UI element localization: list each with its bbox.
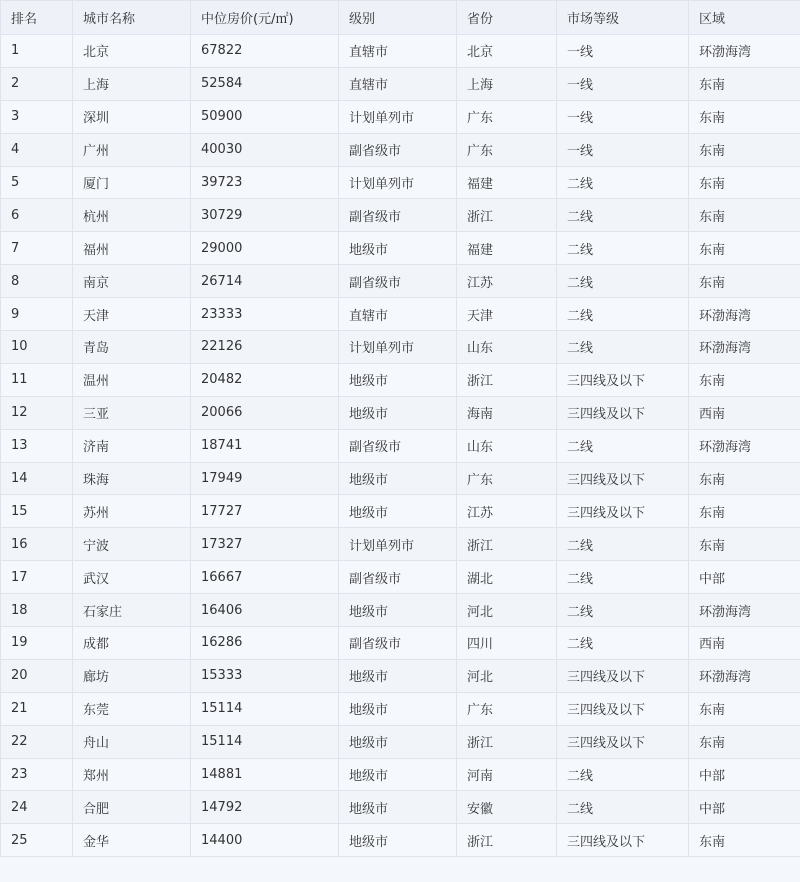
cell-region: 东南 (689, 495, 800, 528)
cell-region: 东南 (689, 166, 800, 199)
cell-city-name: 天津 (73, 298, 191, 331)
cell-province: 浙江 (457, 824, 557, 857)
cell-level: 地级市 (339, 462, 457, 495)
cell-city-name: 武汉 (73, 561, 191, 594)
cell-region: 西南 (689, 627, 800, 660)
column-header-rank: 排名 (1, 1, 73, 35)
cell-city-name: 青岛 (73, 331, 191, 364)
cell-rank: 6 (1, 199, 73, 232)
cell-rank: 11 (1, 363, 73, 396)
table-row (1, 166, 800, 199)
cell-market-tier: 二线 (557, 199, 689, 232)
table-row (1, 232, 800, 265)
cell-rank: 16 (1, 528, 73, 561)
cell-median-price: 15333 (191, 659, 339, 692)
cell-province: 四川 (457, 627, 557, 660)
cell-city-name: 福州 (73, 232, 191, 265)
table-row (1, 528, 800, 561)
cell-province: 上海 (457, 67, 557, 100)
cell-region: 环渤海湾 (689, 659, 800, 692)
cell-province: 海南 (457, 396, 557, 429)
cell-median-price: 22126 (191, 331, 339, 364)
cell-level: 副省级市 (339, 429, 457, 462)
cell-market-tier: 二线 (557, 758, 689, 791)
table-row (1, 462, 800, 495)
cell-market-tier: 一线 (557, 35, 689, 68)
cell-rank: 20 (1, 659, 73, 692)
cell-market-tier: 二线 (557, 331, 689, 364)
cell-level: 地级市 (339, 232, 457, 265)
cell-level: 地级市 (339, 824, 457, 857)
cell-region: 东南 (689, 232, 800, 265)
cell-market-tier: 二线 (557, 528, 689, 561)
cell-region: 中部 (689, 791, 800, 824)
cell-city-name: 宁波 (73, 528, 191, 561)
cell-market-tier: 二线 (557, 298, 689, 331)
cell-market-tier: 三四线及以下 (557, 495, 689, 528)
table-row (1, 791, 800, 824)
table-row (1, 495, 800, 528)
cell-region: 东南 (689, 692, 800, 725)
cell-province: 浙江 (457, 528, 557, 561)
table-row (1, 265, 800, 298)
cell-rank: 19 (1, 627, 73, 660)
cell-market-tier: 三四线及以下 (557, 396, 689, 429)
cell-city-name: 苏州 (73, 495, 191, 528)
cell-region: 环渤海湾 (689, 298, 800, 331)
cell-province: 北京 (457, 35, 557, 68)
cell-city-name: 杭州 (73, 199, 191, 232)
cell-level: 直辖市 (339, 67, 457, 100)
cell-city-name: 石家庄 (73, 594, 191, 627)
cell-region: 东南 (689, 100, 800, 133)
cell-median-price: 14792 (191, 791, 339, 824)
cell-rank: 14 (1, 462, 73, 495)
cell-median-price: 14881 (191, 758, 339, 791)
cell-region: 东南 (689, 462, 800, 495)
cell-level: 副省级市 (339, 133, 457, 166)
cell-city-name: 济南 (73, 429, 191, 462)
cell-level: 直辖市 (339, 298, 457, 331)
cell-city-name: 上海 (73, 67, 191, 100)
cell-level: 地级市 (339, 692, 457, 725)
cell-region: 东南 (689, 133, 800, 166)
cell-rank: 23 (1, 758, 73, 791)
cell-level: 直辖市 (339, 35, 457, 68)
table-row (1, 363, 800, 396)
cell-rank: 24 (1, 791, 73, 824)
cell-province: 山东 (457, 331, 557, 364)
cell-level: 地级市 (339, 396, 457, 429)
cell-region: 东南 (689, 67, 800, 100)
table-row (1, 725, 800, 758)
cell-city-name: 广州 (73, 133, 191, 166)
cell-median-price: 15114 (191, 725, 339, 758)
cell-market-tier: 三四线及以下 (557, 824, 689, 857)
cell-city-name: 深圳 (73, 100, 191, 133)
column-header-market-tier: 市场等级 (557, 1, 689, 35)
cell-region: 东南 (689, 363, 800, 396)
cell-market-tier: 二线 (557, 561, 689, 594)
cell-market-tier: 二线 (557, 627, 689, 660)
table-row (1, 67, 800, 100)
cell-region: 中部 (689, 758, 800, 791)
cell-median-price: 17327 (191, 528, 339, 561)
cell-province: 浙江 (457, 725, 557, 758)
cell-province: 广东 (457, 100, 557, 133)
cell-level: 副省级市 (339, 561, 457, 594)
cell-median-price: 30729 (191, 199, 339, 232)
cell-rank: 22 (1, 725, 73, 758)
cell-rank: 17 (1, 561, 73, 594)
cell-median-price: 29000 (191, 232, 339, 265)
cell-province: 广东 (457, 133, 557, 166)
cell-rank: 13 (1, 429, 73, 462)
cell-province: 河北 (457, 659, 557, 692)
cell-market-tier: 三四线及以下 (557, 462, 689, 495)
column-header-province: 省份 (457, 1, 557, 35)
cell-rank: 3 (1, 100, 73, 133)
cell-city-name: 成都 (73, 627, 191, 660)
table-row (1, 594, 800, 627)
table-row (1, 396, 800, 429)
cell-city-name: 廊坊 (73, 659, 191, 692)
table-row (1, 561, 800, 594)
cell-rank: 9 (1, 298, 73, 331)
cell-level: 副省级市 (339, 265, 457, 298)
cell-city-name: 东莞 (73, 692, 191, 725)
cell-province: 湖北 (457, 561, 557, 594)
cell-median-price: 67822 (191, 35, 339, 68)
cell-rank: 2 (1, 67, 73, 100)
cell-level: 地级市 (339, 363, 457, 396)
cell-rank: 12 (1, 396, 73, 429)
cell-median-price: 20066 (191, 396, 339, 429)
cell-region: 东南 (689, 199, 800, 232)
cell-median-price: 17727 (191, 495, 339, 528)
column-header-city-name: 城市名称 (73, 1, 191, 35)
cell-market-tier: 三四线及以下 (557, 363, 689, 396)
cell-median-price: 14400 (191, 824, 339, 857)
cell-province: 福建 (457, 232, 557, 265)
cell-level: 副省级市 (339, 199, 457, 232)
cell-median-price: 52584 (191, 67, 339, 100)
table-row (1, 331, 800, 364)
table-row (1, 133, 800, 166)
cell-region: 环渤海湾 (689, 429, 800, 462)
cell-region: 东南 (689, 528, 800, 561)
cell-province: 浙江 (457, 363, 557, 396)
cell-city-name: 金华 (73, 824, 191, 857)
cell-level: 计划单列市 (339, 528, 457, 561)
cell-rank: 5 (1, 166, 73, 199)
cell-province: 浙江 (457, 199, 557, 232)
cell-median-price: 50900 (191, 100, 339, 133)
cell-level: 地级市 (339, 495, 457, 528)
cell-level: 计划单列市 (339, 331, 457, 364)
cell-province: 江苏 (457, 265, 557, 298)
cell-rank: 8 (1, 265, 73, 298)
table-row (1, 824, 800, 857)
cell-rank: 15 (1, 495, 73, 528)
column-header-median-price: 中位房价(元/㎡) (191, 1, 339, 35)
cell-median-price: 16667 (191, 561, 339, 594)
cell-market-tier: 三四线及以下 (557, 692, 689, 725)
cell-region: 西南 (689, 396, 800, 429)
cell-median-price: 16286 (191, 627, 339, 660)
cell-region: 中部 (689, 561, 800, 594)
cell-median-price: 26714 (191, 265, 339, 298)
cell-rank: 18 (1, 594, 73, 627)
cell-province: 天津 (457, 298, 557, 331)
cell-province: 福建 (457, 166, 557, 199)
cell-city-name: 珠海 (73, 462, 191, 495)
table-row (1, 659, 800, 692)
cell-region: 东南 (689, 725, 800, 758)
cell-median-price: 20482 (191, 363, 339, 396)
column-header-level: 级别 (339, 1, 457, 35)
cell-city-name: 舟山 (73, 725, 191, 758)
table-row (1, 627, 800, 660)
cell-level: 计划单列市 (339, 166, 457, 199)
cell-level: 地级市 (339, 791, 457, 824)
cell-level: 地级市 (339, 594, 457, 627)
cell-market-tier: 二线 (557, 166, 689, 199)
cell-median-price: 17949 (191, 462, 339, 495)
cell-rank: 1 (1, 35, 73, 68)
cell-region: 环渤海湾 (689, 594, 800, 627)
cell-market-tier: 二线 (557, 265, 689, 298)
table-body (1, 35, 800, 857)
cell-city-name: 三亚 (73, 396, 191, 429)
cell-median-price: 18741 (191, 429, 339, 462)
cell-market-tier: 一线 (557, 67, 689, 100)
table-header-row (1, 1, 800, 35)
cell-rank: 10 (1, 331, 73, 364)
cell-rank: 25 (1, 824, 73, 857)
cell-median-price: 23333 (191, 298, 339, 331)
cell-market-tier: 二线 (557, 791, 689, 824)
cell-city-name: 温州 (73, 363, 191, 396)
cell-province: 安徽 (457, 791, 557, 824)
cell-province: 广东 (457, 462, 557, 495)
cell-province: 江苏 (457, 495, 557, 528)
table-row (1, 429, 800, 462)
cell-market-tier: 二线 (557, 232, 689, 265)
cell-market-tier: 三四线及以下 (557, 659, 689, 692)
cell-level: 计划单列市 (339, 100, 457, 133)
table-row (1, 35, 800, 68)
cell-region: 东南 (689, 824, 800, 857)
cell-city-name: 北京 (73, 35, 191, 68)
column-header-region: 区域 (689, 1, 800, 35)
cell-median-price: 40030 (191, 133, 339, 166)
cell-city-name: 厦门 (73, 166, 191, 199)
cell-city-name: 南京 (73, 265, 191, 298)
cell-market-tier: 二线 (557, 594, 689, 627)
cell-level: 地级市 (339, 659, 457, 692)
cell-province: 河北 (457, 594, 557, 627)
cell-city-name: 郑州 (73, 758, 191, 791)
table-row (1, 100, 800, 133)
cell-median-price: 39723 (191, 166, 339, 199)
table-row (1, 692, 800, 725)
cell-market-tier: 二线 (557, 429, 689, 462)
cell-province: 广东 (457, 692, 557, 725)
cell-rank: 4 (1, 133, 73, 166)
table-row (1, 199, 800, 232)
cell-market-tier: 一线 (557, 100, 689, 133)
cell-level: 副省级市 (339, 627, 457, 660)
cell-level: 地级市 (339, 725, 457, 758)
cell-level: 地级市 (339, 758, 457, 791)
cell-city-name: 合肥 (73, 791, 191, 824)
cell-market-tier: 三四线及以下 (557, 725, 689, 758)
cell-median-price: 15114 (191, 692, 339, 725)
cell-region: 东南 (689, 265, 800, 298)
cell-market-tier: 一线 (557, 133, 689, 166)
table-row (1, 758, 800, 791)
cell-region: 环渤海湾 (689, 35, 800, 68)
cell-rank: 7 (1, 232, 73, 265)
table-row (1, 298, 800, 331)
cell-median-price: 16406 (191, 594, 339, 627)
cell-rank: 21 (1, 692, 73, 725)
cell-province: 山东 (457, 429, 557, 462)
cell-region: 环渤海湾 (689, 331, 800, 364)
cell-province: 河南 (457, 758, 557, 791)
